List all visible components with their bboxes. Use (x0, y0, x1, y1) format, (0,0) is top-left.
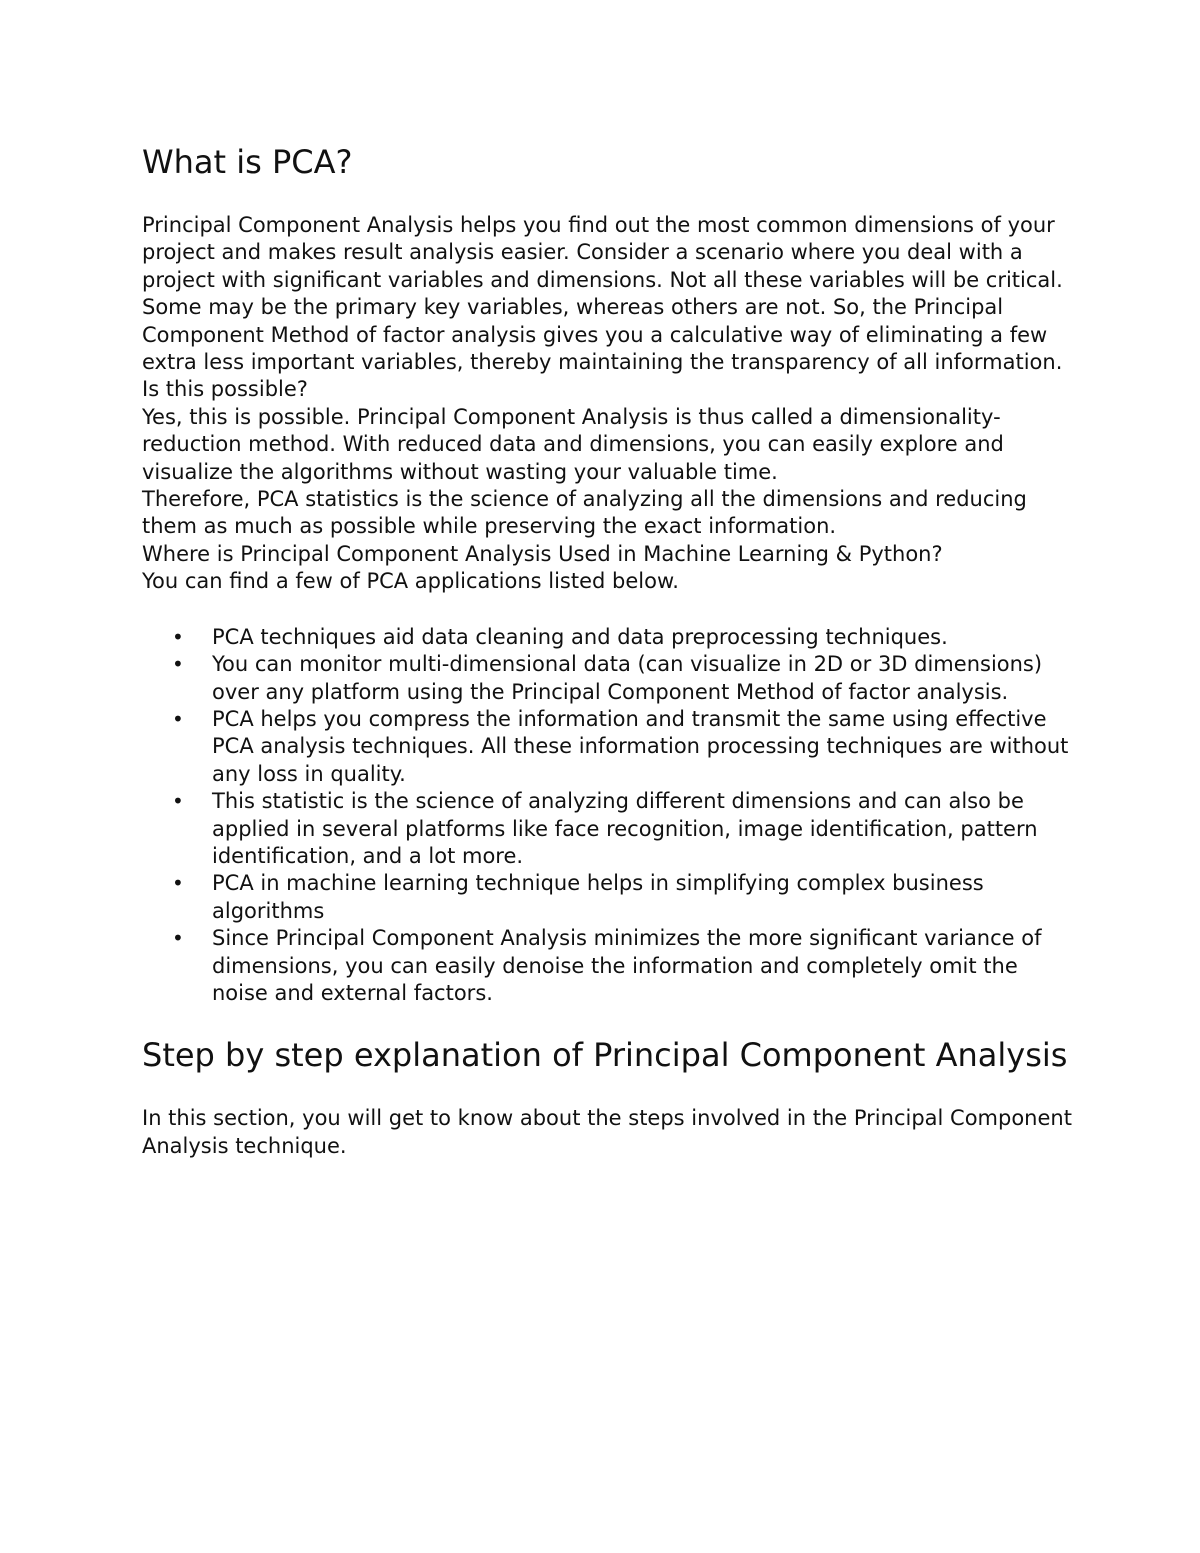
paragraph-applications-intro: You can find a few of PCA applications listed below. (142, 569, 679, 594)
list-item-text: PCA helps you compress the information and transmit the same using effective PCA analysis techniques. All these information processing techniques are without any loss in quality. (212, 706, 1069, 786)
bullet-icon: • (172, 926, 184, 951)
document-page (142, 138, 1072, 1160)
bullet-icon: • (172, 624, 184, 649)
applications-list (142, 624, 1072, 1008)
list-item-text: You can monitor multi-dimensional data (can visualize in 2D or 3D dimensions) over any platform using the Principal Component Method of factor analysis. (212, 652, 1043, 704)
bullet-icon: • (172, 706, 184, 731)
paragraph-question: Is this possible? (142, 377, 308, 402)
list-item (142, 651, 1072, 706)
bullet-icon: • (172, 789, 184, 814)
list-item-text: PCA in machine learning technique helps in simplifying complex business algorithms (212, 871, 984, 923)
bullet-icon: • (172, 652, 184, 677)
list-item (142, 925, 1072, 1007)
list-item (142, 788, 1072, 870)
paragraph-therefore: Therefore, PCA statistics is the science of analyzing all the dimensions and reducing them as much as possible while preserving the exact information. (142, 487, 1027, 539)
list-item (142, 870, 1072, 925)
paragraph-answer: Yes, this is possible. Principal Component Analysis is thus called a dimensionality-reduction method. With reduced data and dimensions, you can easily explore and visualize the algorithms without wasting your valuable time. (142, 404, 1004, 484)
paragraph-where-used: Where is Principal Component Analysis Used in Machine Learning & Python? (142, 541, 943, 566)
list-item (142, 706, 1072, 788)
paragraph-intro: Principal Component Analysis helps you find out the most common dimensions of your project and makes result analysis easier. Consider a scenario where you deal with a project with significant variables and dimensions. Not all these variables will be critical. Some may be the primary key variables, whereas others are not. So, the Principal Component Method of factor analysis gives you a calculative way of eliminating a few extra less important variables, thereby maintaining the transparency of all information. (142, 213, 1063, 375)
list-item-text: This statistic is the science of analyzing different dimensions and can also be applied in several platforms like face recognition, image identification, pattern identification, and a lot more. (212, 789, 1038, 868)
list-item-text: Since Principal Component Analysis minimizes the more significant variance of dimensions, you can easily denoise the information and completely omit the noise and external factors. (212, 926, 1042, 1005)
heading-what-is-pca: What is PCA? (142, 143, 353, 181)
heading-step-by-step: Step by step explanation of Principal Component Analysis (142, 1036, 1068, 1075)
list-item (142, 624, 1072, 651)
list-item-text: PCA techniques aid data cleaning and data preprocessing techniques. (212, 624, 948, 649)
bullet-icon: • (172, 871, 184, 896)
paragraph-section-intro: In this section, you will get to know about the steps involved in the Principal Component Analysis technique. (142, 1106, 1072, 1158)
